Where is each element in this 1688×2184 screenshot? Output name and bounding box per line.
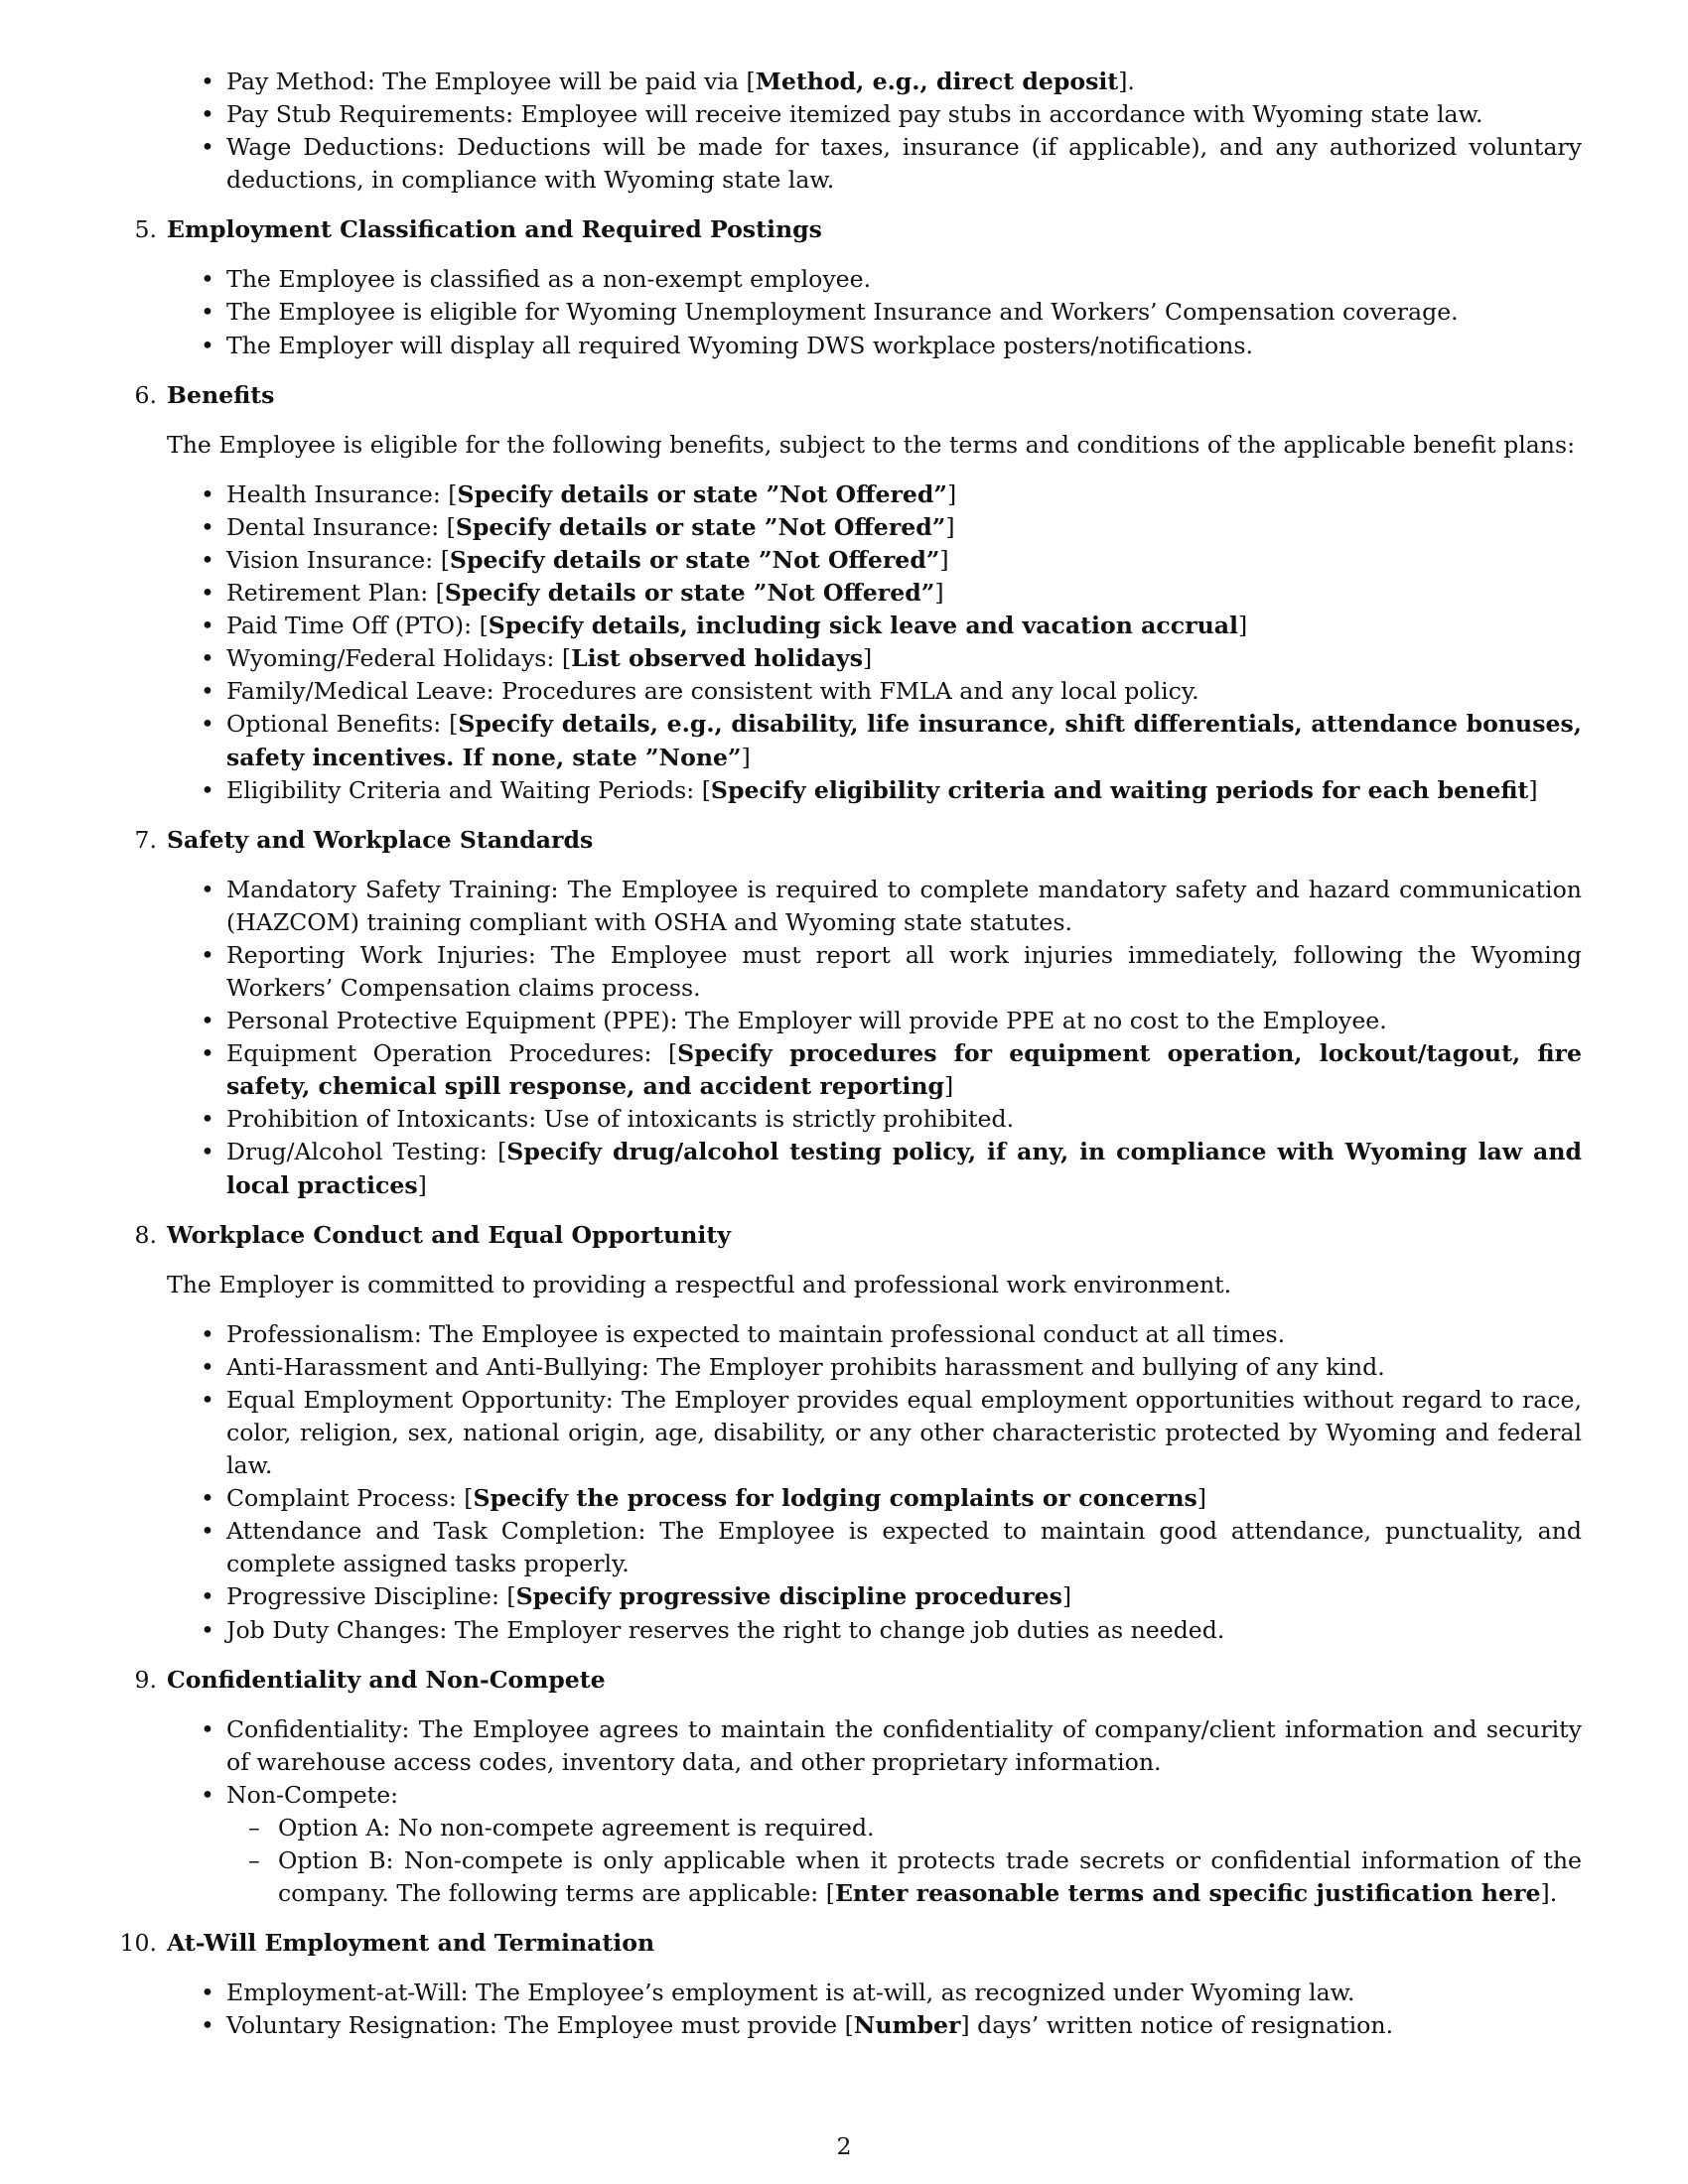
- list-item: • Optional Benefits: [Specify details, e.g., disability, life insurance, shift differentials, attendance bonuses, safety incentives. If none, state ”None”]: [167, 708, 1582, 773]
- list-item: • The Employee is classified as a non-exempt employee.: [167, 263, 1582, 296]
- page-number: 2: [836, 2132, 852, 2160]
- list-item: • Paid Time Off (PTO): [Specify details, including sick leave and vacation accrual]: [167, 610, 1582, 642]
- list-item: • The Employee is eligible for Wyoming Unemployment Insurance and Workers’ Compensation coverage.: [167, 296, 1582, 329]
- bullet-list: [167, 1318, 1582, 1647]
- bullet-list: [167, 1713, 1582, 1911]
- list-item: • The Employer will display all required Wyoming DWS workplace posters/notifications.: [167, 330, 1582, 362]
- list-item: • Anti-Harassment and Anti-Bullying: The Employer prohibits harassment and bullying of any kind.: [167, 1351, 1582, 1384]
- list-item: • Pay Method: The Employee will be paid via [Method, e.g., direct deposit].: [167, 66, 1582, 98]
- section-heading: [134, 213, 1582, 246]
- list-item: • Progressive Discipline: [Specify progressive discipline procedures]: [167, 1580, 1582, 1613]
- list-item: • Prohibition of Intoxicants: Use of intoxicants is strictly prohibited.: [167, 1103, 1582, 1136]
- section-heading: [134, 824, 1582, 857]
- list-item: • Employment-at-Will: The Employee’s employment is at-will, as recognized under Wyoming law.: [167, 1977, 1582, 2009]
- list-item: • Wage Deductions: Deductions will be made for taxes, insurance (if applicable), and any authorized voluntary deductions, in compliance with Wyoming state law.: [167, 131, 1582, 197]
- section-9: [134, 1664, 1582, 1911]
- section-title: Confidentiality and Non-Compete: [167, 1665, 606, 1694]
- bullet-list: [167, 478, 1582, 807]
- section-number: 7.: [134, 825, 157, 854]
- list-item: • Equal Employment Opportunity: The Employer provides equal employment opportunities without regard to race, color, religion, sex, national origin, age, disability, or any other characteristic protected by Wyoming and federal law.: [167, 1384, 1582, 1482]
- list-item: • Drug/Alcohol Testing: [Specify drug/alcohol testing policy, if any, in compliance with Wyoming law and local practices]: [167, 1136, 1582, 1201]
- section-number: 10.: [119, 1929, 157, 1958]
- list-item: • Family/Medical Leave: Procedures are consistent with FMLA and any local policy.: [167, 675, 1582, 708]
- section-heading: [134, 1219, 1582, 1252]
- list-item: • Wyoming/Federal Holidays: [List observed holidays]: [167, 642, 1582, 675]
- section-number: 9.: [134, 1665, 157, 1694]
- section-title: Safety and Workplace Standards: [167, 825, 594, 854]
- section-10: [119, 1927, 1582, 2042]
- section-intro: The Employee is eligible for the following benefits, subject to the terms and conditions of the applicable benefit plans:: [167, 430, 1576, 459]
- sub-list-item: – Option B: Non-compete is only applicable when it protects trade secrets or confidential information of the company. The following terms are applicable: [Enter reasonable terms and specific justification here].: [167, 1844, 1582, 1910]
- list-item: • Confidentiality: The Employee agrees to maintain the confidentiality of company/client information and security of warehouse access codes, inventory data, and other proprietary information.: [167, 1713, 1582, 1779]
- list-item: • Pay Stub Requirements: Employee will receive itemized pay stubs in accordance with Wyoming state law.: [167, 98, 1582, 131]
- document-page: [119, 66, 1582, 2042]
- list-item: • Voluntary Resignation: The Employee must provide [Number] days’ written notice of resignation.: [167, 2009, 1582, 2042]
- list-item: • Health Insurance: [Specify details or state ”Not Offered”]: [167, 478, 1582, 511]
- bullet-list: [167, 874, 1582, 1202]
- section-heading: [119, 1927, 1582, 1960]
- list-item: • Dental Insurance: [Specify details or state ”Not Offered”]: [167, 511, 1582, 544]
- list-item: • Attendance and Task Completion: The Employee is expected to maintain good attendance, punctuality, and complete assigned tasks properly.: [167, 1515, 1582, 1580]
- section-title: Workplace Conduct and Equal Opportunity: [167, 1220, 731, 1249]
- list-item: • Mandatory Safety Training: The Employee is required to complete mandatory safety and hazard communication (HAZCOM) training compliant with OSHA and Wyoming state statutes.: [167, 874, 1582, 939]
- list-item: • Retirement Plan: [Specify details or state ”Not Offered”]: [167, 577, 1582, 610]
- section-title: Benefits: [167, 380, 275, 409]
- list-item: • Complaint Process: [Specify the process for lodging complaints or concerns]: [167, 1482, 1582, 1515]
- list-item: • Reporting Work Injuries: The Employee must report all work injuries immediately, following the Wyoming Workers’ Compensation claims process.: [167, 939, 1582, 1005]
- list-item: • Equipment Operation Procedures: [Specify procedures for equipment operation, lockout/tagout, fire safety, chemical spill response, and accident reporting]: [167, 1037, 1582, 1103]
- section-5: [134, 213, 1582, 361]
- section-6: [134, 379, 1582, 807]
- list-item: • Eligibility Criteria and Waiting Periods: [Specify eligibility criteria and waiting periods for each benefit]: [167, 774, 1582, 807]
- sub-list-item: – Option A: No non-compete agreement is required.: [167, 1812, 1582, 1844]
- list-item: • Professionalism: The Employee is expected to maintain professional conduct at all times.: [167, 1318, 1582, 1351]
- section-7: [134, 824, 1582, 1202]
- bullet-list: [167, 263, 1582, 361]
- section-title: Employment Classification and Required Postings: [167, 215, 822, 244]
- section-heading: [134, 1664, 1582, 1697]
- list-item: • Non-Compete:: [167, 1779, 1582, 1812]
- section-number: 6.: [134, 380, 157, 409]
- section-title: At-Will Employment and Termination: [167, 1929, 655, 1958]
- pay-terms-list: [167, 66, 1582, 197]
- list-item: • Personal Protective Equipment (PPE): The Employer will provide PPE at no cost to the Employee.: [167, 1005, 1582, 1037]
- section-heading: [134, 379, 1582, 412]
- list-item: • Job Duty Changes: The Employer reserves the right to change job duties as needed.: [167, 1614, 1582, 1647]
- section-number: 5.: [134, 215, 157, 244]
- bullet-list: [167, 1977, 1582, 2042]
- section-8: [134, 1219, 1582, 1647]
- list-item: • Vision Insurance: [Specify details or state ”Not Offered”]: [167, 544, 1582, 577]
- section-number: 8.: [134, 1220, 157, 1249]
- section-intro: The Employer is committed to providing a respectful and professional work environment.: [167, 1270, 1232, 1298]
